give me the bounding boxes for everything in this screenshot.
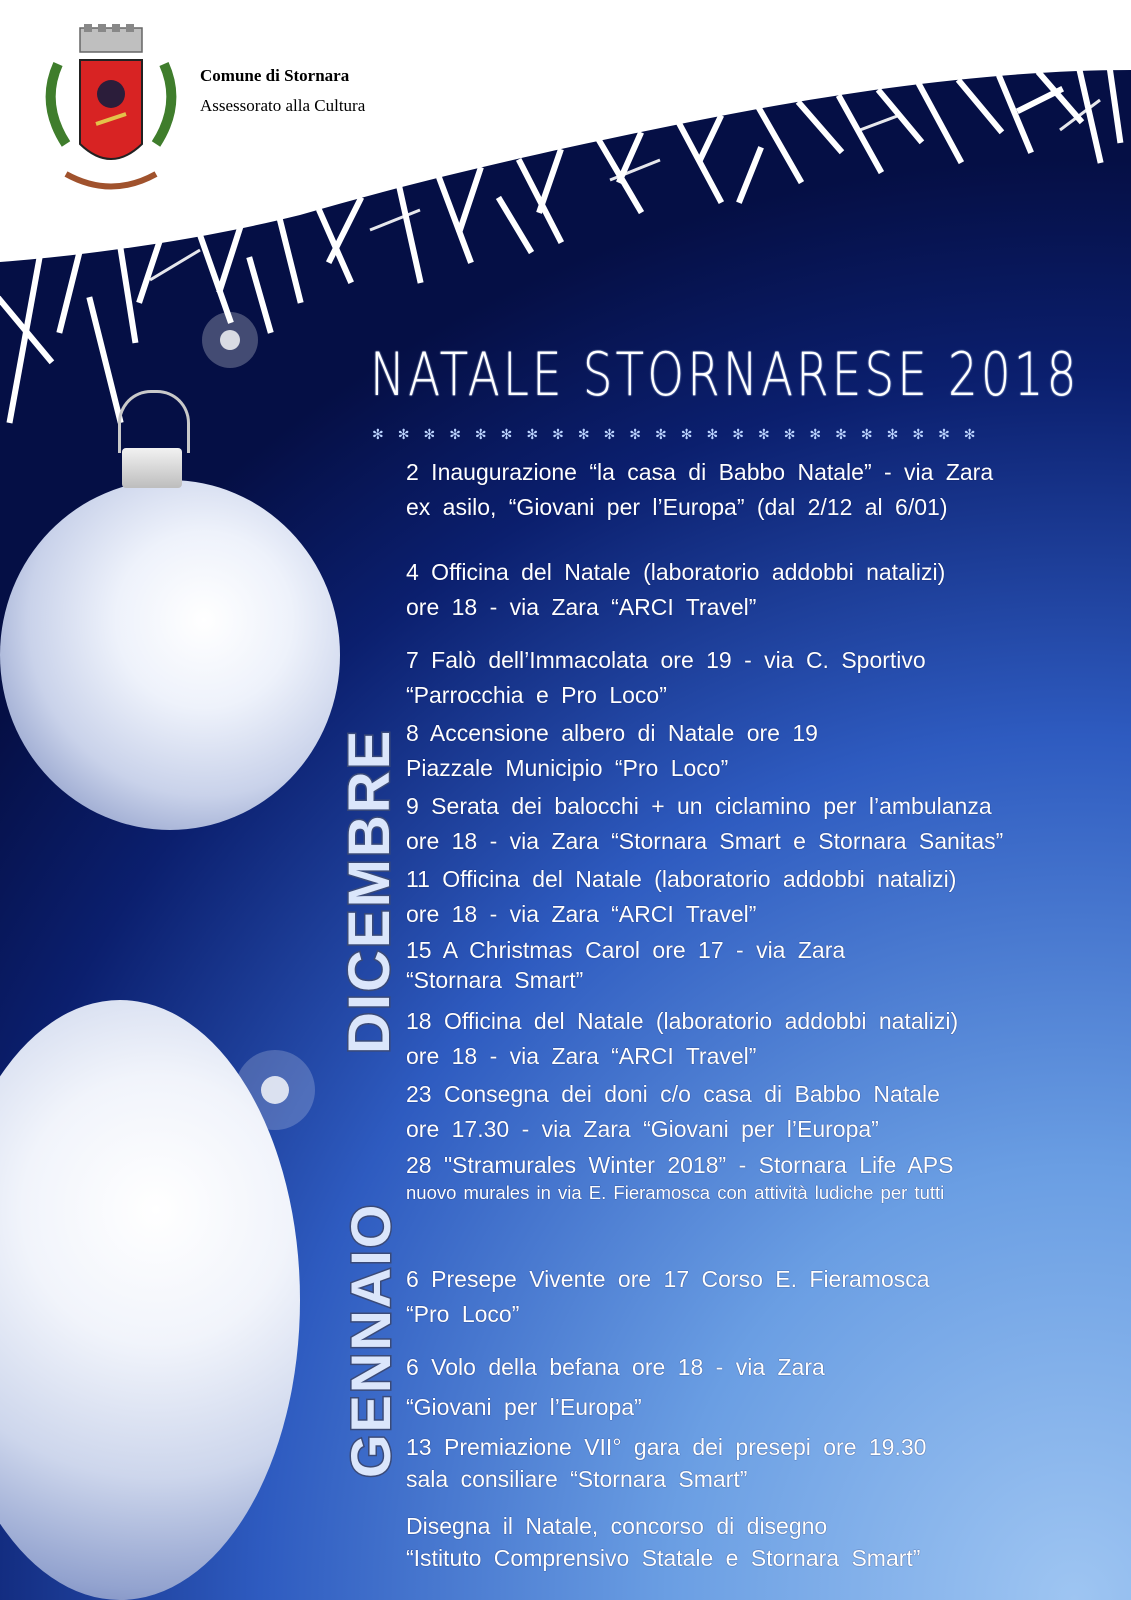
event-line: 23 Consegna dei doni c/o casa di Babbo Natale	[406, 1081, 940, 1107]
event-item	[406, 935, 845, 995]
event-line: “Pro Loco”	[406, 1301, 520, 1327]
event-line: 8 Accensione albero di Natale ore 19	[406, 720, 818, 746]
month-label-dicembre: DICEMBRE	[337, 728, 402, 1054]
event-line: ore 18 - via Zara “ARCI Travel”	[406, 594, 757, 620]
christmas-ornament-top	[0, 480, 340, 830]
snowflake-dots-decoration: ✻✻✻✻✻✻✻✻✻✻✻✻✻✻✻✻✻✻✻✻✻✻✻✻	[372, 426, 990, 442]
page-title: NATALE STORNARESE 2018	[370, 340, 1080, 410]
event-line: ore 18 - via Zara “ARCI Travel”	[406, 1043, 757, 1069]
event-item	[406, 862, 956, 932]
coat-of-arms-logo	[36, 24, 186, 214]
comune-name: Comune di Stornara	[200, 66, 350, 85]
event-item	[406, 1004, 958, 1074]
event-item	[406, 1262, 930, 1332]
event-line: 13 Premiazione VII° gara dei presepi ore 19.30	[406, 1434, 927, 1460]
event-item	[406, 1431, 926, 1495]
event-item	[406, 1150, 953, 1206]
event-line: sala consiliare “Stornara Smart”	[406, 1466, 748, 1492]
event-line: “Parrocchia e Pro Loco”	[406, 682, 667, 708]
event-item	[406, 1347, 825, 1427]
ornament-hanger	[118, 390, 190, 453]
event-line: 2 Inaugurazione “la casa di Babbo Natale” - via Zara	[406, 459, 994, 485]
event-line: 6 Presepe Vivente ore 17 Corso E. Fieramosca	[406, 1266, 930, 1292]
event-line: Piazzale Municipio “Pro Loco”	[406, 755, 729, 781]
event-line: ore 18 - via Zara “Stornara Smart e Stornara Sanitas”	[406, 828, 1004, 854]
event-line: 7 Falò dell’Immacolata ore 19 - via C. Sportivo	[406, 647, 926, 673]
month-label-gennaio: GENNAIO	[339, 1202, 402, 1478]
ornament-cap	[122, 448, 182, 488]
event-line: Disegna il Natale, concorso di disegno	[406, 1513, 828, 1539]
event-line: nuovo murales in via E. Fieramosca con attività ludiche per tutti	[406, 1182, 945, 1203]
event-item	[406, 716, 818, 786]
event-line: “Stornara Smart”	[406, 967, 584, 993]
event-item	[406, 643, 926, 713]
event-line: ex asilo, “Giovani per l’Europa” (dal 2/12 al 6/01)	[406, 494, 948, 520]
event-item	[406, 455, 993, 525]
event-line: 28 "Stramurales Winter 2018” - Stornara Life APS	[406, 1152, 954, 1178]
event-line: 15 A Christmas Carol ore 17 - via Zara	[406, 937, 846, 963]
event-line: ore 18 - via Zara “ARCI Travel”	[406, 901, 757, 927]
event-line: 18 Officina del Natale (laboratorio addobbi natalizi)	[406, 1008, 959, 1034]
event-line: “Istituto Comprensivo Statale e Stornara Smart”	[406, 1545, 921, 1571]
event-line: 9 Serata dei balocchi + un ciclamino per l’ambulanza	[406, 793, 992, 819]
event-line: ore 17.30 - via Zara “Giovani per l’Europa”	[406, 1116, 879, 1142]
event-item	[406, 1077, 940, 1147]
assessorato-name: Assessorato alla Cultura	[200, 96, 366, 115]
event-line: 4 Officina del Natale (laboratorio addobbi natalizi)	[406, 559, 946, 585]
event-item	[406, 555, 945, 625]
event-line: “Giovani per l’Europa”	[406, 1394, 642, 1420]
event-line: 11 Officina del Natale (laboratorio addobbi natalizi)	[406, 866, 957, 892]
event-item	[406, 1510, 920, 1574]
event-line: 6 Volo della befana ore 18 - via Zara	[406, 1354, 825, 1380]
event-item	[406, 789, 1003, 859]
